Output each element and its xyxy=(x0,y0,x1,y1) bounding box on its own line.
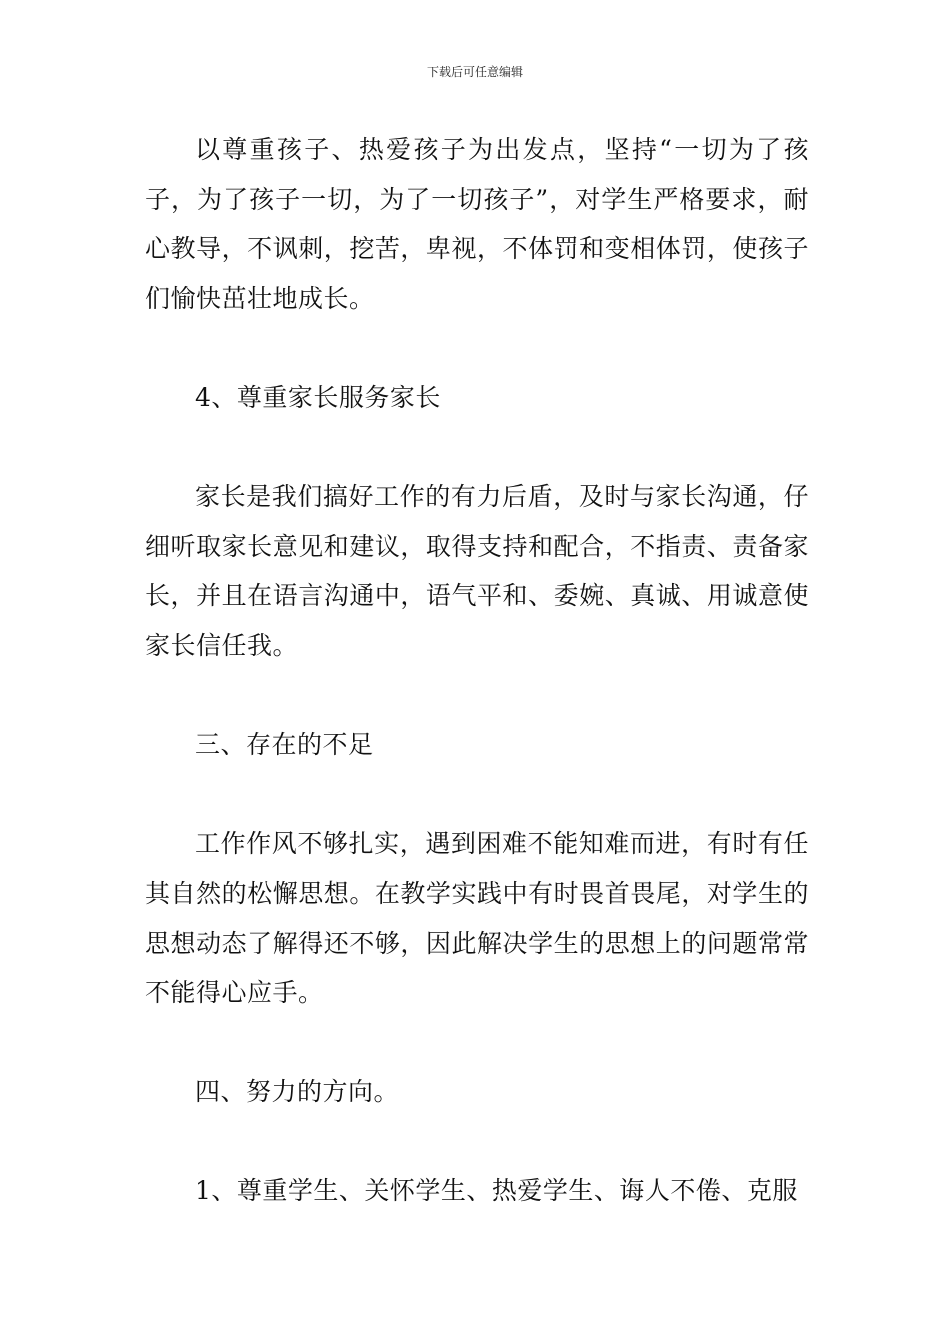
heading-respect-parents: 4、尊重家长服务家长 xyxy=(195,382,441,412)
paragraph-spacer xyxy=(145,323,809,373)
paragraph-direction-item-1: 1、尊重学生、关怀学生、热爱学生、诲人不倦、克服 xyxy=(195,1176,798,1206)
heading-direction: 四、努力的方向。 xyxy=(195,1077,400,1107)
document-body xyxy=(145,125,809,1216)
paragraph-spacer xyxy=(145,1117,809,1167)
paragraph-respect-children: 以尊重孩子、热爱孩子为出发点，坚持“一切为了孩子，为了孩子一切，为了一切孩子”，对学生严格要求，耐心教导，不讽刺，挖苦，卑视，不体罚和变相体罚，使孩子们愉快茁壮地成长。 xyxy=(145,135,809,313)
paragraph-spacer xyxy=(145,770,809,820)
paragraph-spacer xyxy=(145,1018,809,1068)
page-header: 下载后可任意编辑 xyxy=(426,65,523,79)
paragraph-spacer xyxy=(145,423,809,473)
paragraph-spacer xyxy=(145,671,809,721)
paragraph-shortcomings: 工作作风不够扎实，遇到困难不能知难而进，有时有任其自然的松懈思想。在教学实践中有时畏首畏尾，对学生的思想动态了解得还不够，因此解决学生的思想上的问题常常不能得心应手。 xyxy=(145,829,809,1008)
heading-shortcomings: 三、存在的不足 xyxy=(195,730,374,760)
paragraph-parents: 家长是我们搞好工作的有力后盾，及时与家长沟通，仔细听取家长意见和建议，取得支持和配合，不指责、责备家长，并且在语言沟通中，语气平和、委婉、真诚、用诚意使家长信任我。 xyxy=(145,482,809,660)
